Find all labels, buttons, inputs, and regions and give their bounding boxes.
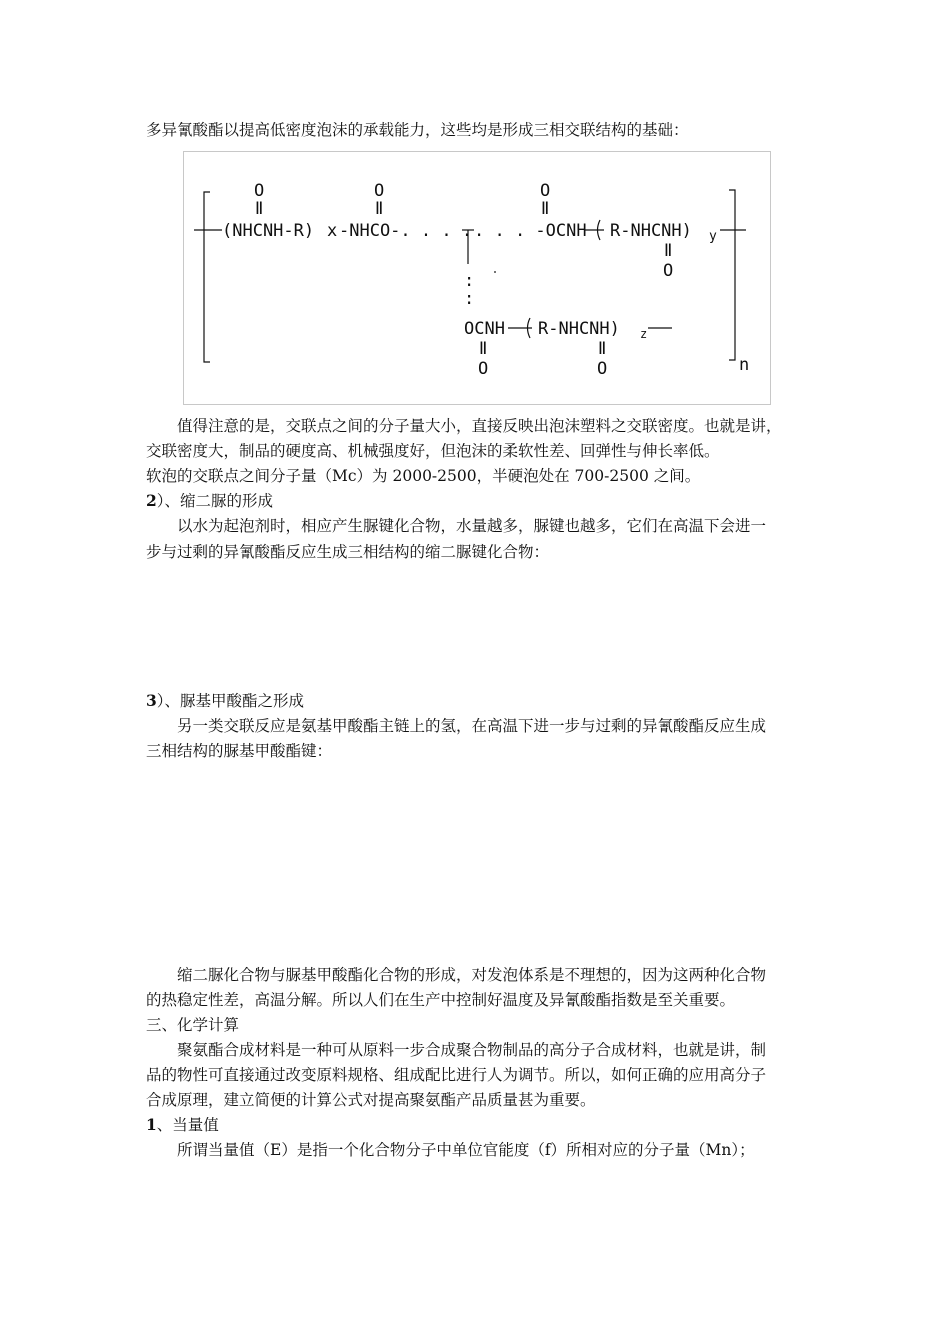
text-line: 缩二脲化合物与脲基甲酸酯化合物的形成，对发泡体系是不理想的，因为这两种化合物 xyxy=(177,966,767,984)
text-line: 聚氨酯合成材料是一种可从原料一步合成聚合物制品的高分子合成材料，也就是讲，制 xyxy=(177,1041,767,1059)
text-line: 交联密度大，制品的硬度高、机械强度好，但泡沫的柔软性差、回弹性与伸长率低。 xyxy=(146,442,720,460)
carbonyl-o-1: O xyxy=(254,181,265,201)
carbonyl-o-6: O xyxy=(597,359,608,379)
double-bond-6: ǁ xyxy=(597,339,608,359)
carbonyl-o-4: O xyxy=(663,261,674,281)
heading-text: ）、缩二脲的形成 xyxy=(156,492,274,510)
subscript-x: x xyxy=(327,221,338,241)
formula-branch-r-urea: R-NHCNH) xyxy=(538,319,620,339)
stray-dot xyxy=(494,271,496,273)
formula-r-urea: R-NHCNH) xyxy=(610,221,692,241)
text-line: 软泡的交联点之间分子量（Mc）为 2000-2500，半硬泡处在 700-2500 之间。 xyxy=(146,467,701,485)
text-line: 多异氰酸酯以提高低密度泡沫的承载能力，这些均是形成三相交联结构的基础： xyxy=(146,121,689,139)
heading-text: ）、脲基甲酸酯之形成 xyxy=(156,692,305,710)
carbonyl-o-5: O xyxy=(478,359,489,379)
section-heading-2 xyxy=(146,490,273,512)
right-bracket xyxy=(729,190,735,360)
double-bond-2: ǁ xyxy=(374,199,385,219)
text-line: 的热稳定性差，高温分解。所以人们在生产中控制好温度及异氰酸酯指数是至关重要。 xyxy=(146,991,736,1009)
carbonyl-o-3: O xyxy=(540,181,551,201)
text-line: 合成原理，建立简便的计算公式对提高聚氨酯产品质量甚为重要。 xyxy=(146,1091,596,1109)
formula-ocnh: . . . -OCNH xyxy=(474,221,587,241)
subscript-z: z xyxy=(640,327,648,341)
section-heading-3 xyxy=(146,690,304,712)
text-line: 三相结构的脲基甲酸酯键： xyxy=(146,742,333,760)
section-heading-equivalent xyxy=(146,1114,219,1136)
carbonyl-o-2: O xyxy=(374,181,385,201)
heading-text: 、当量值 xyxy=(156,1116,219,1134)
formula-branch-ocnh: OCNH xyxy=(464,319,505,339)
left-bracket xyxy=(204,192,210,362)
text-line: 品的物性可直接通过改变原料规格、组成配比进行人为调节。所以，如何正确的应用高分子 xyxy=(146,1066,767,1084)
subscript-n: n xyxy=(739,355,750,375)
heading-number: 2 xyxy=(146,491,157,510)
double-bond-5: ǁ xyxy=(478,339,489,359)
section-heading-chem-calc: 三、化学计算 xyxy=(146,1016,240,1034)
double-bond-1: ǁ xyxy=(254,199,265,219)
text-line: 以水为起泡剂时，相应产生脲键化合物，水量越多，脲键也越多，它们在高温下会进一 xyxy=(177,517,767,535)
text-line: 步与过剩的异氰酸酯反应生成三相结构的缩二脲键化合物： xyxy=(146,543,550,561)
heading-number: 1 xyxy=(146,1115,157,1134)
heading-number: 3 xyxy=(146,691,157,710)
double-bond-3: ǁ xyxy=(540,199,551,219)
double-bond-4: ǁ xyxy=(663,241,674,261)
formula-urethane-unit: -NHCO-. . . . xyxy=(339,221,473,241)
text-line: 所谓当量值（E）是指一个化合物分子中单位官能度（f）所相对应的分子量（Mn）； xyxy=(177,1141,755,1159)
text-line: 值得注意的是，交联点之间的分子量大小，直接反映出泡沫塑料之交联密度。也就是讲， xyxy=(177,417,782,435)
crosslink-structure-figure xyxy=(183,151,771,405)
subscript-y: y xyxy=(709,229,717,244)
branch-dots-2: : xyxy=(464,289,475,309)
formula-urea-unit: (NHCNH-R) xyxy=(222,221,315,241)
text-line: 另一类交联反应是氨基甲酸酯主链上的氢，在高温下进一步与过剩的异氰酸酯反应生成 xyxy=(177,717,767,735)
branch-dots-1: : xyxy=(464,271,475,291)
